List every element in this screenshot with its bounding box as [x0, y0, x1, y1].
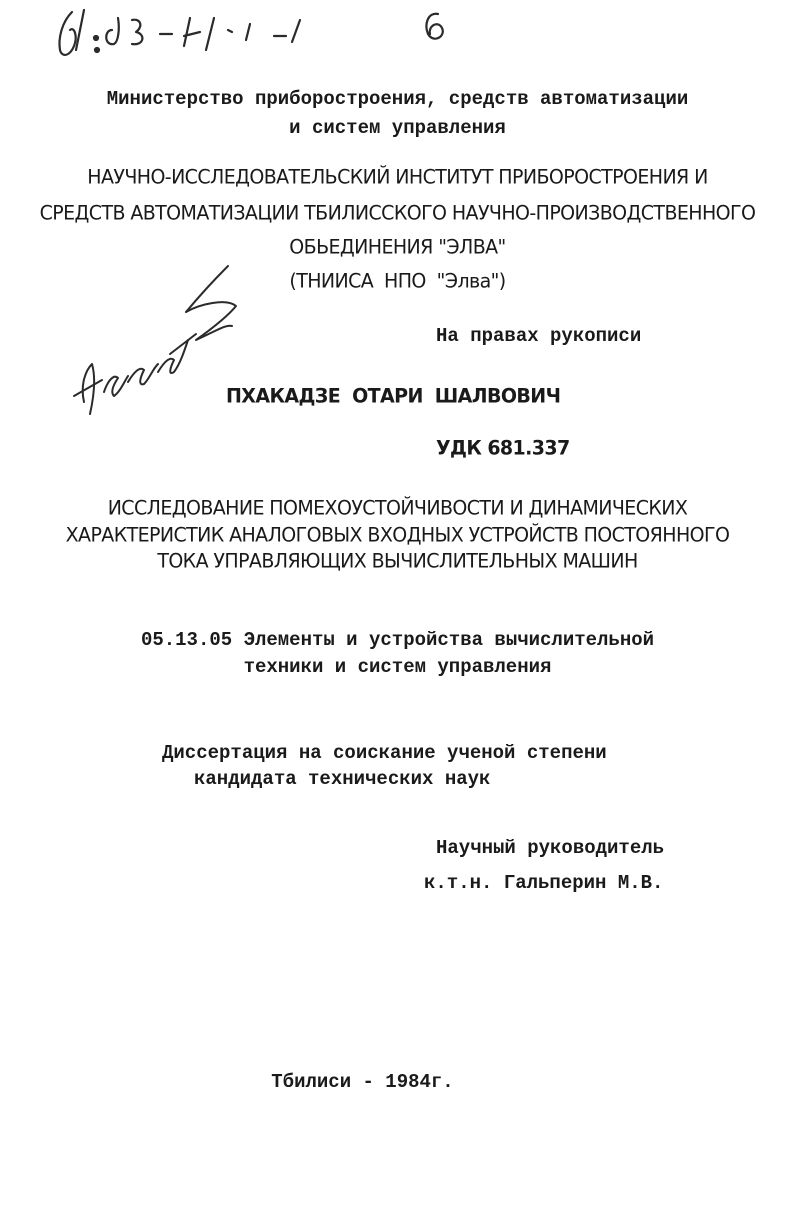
thesis-title-line-1: ИССЛЕДОВАНИЕ ПОМЕХОУСТОЙЧИВОСТИ И ДИНАМИЧЕСКИХ	[107, 496, 688, 520]
institute-abbreviation: (ТНИИСА НПО "Элва")	[289, 269, 506, 293]
specialty-line-2: техники и систем управления	[243, 656, 552, 678]
institute-line-1: НАУЧНО-ИССЛЕДОВАТЕЛЬСКИЙ ИНСТИТУТ ПРИБОРОСТРОЕНИЯ И	[87, 165, 708, 189]
thesis-title-line-3: ТОКА УПРАВЛЯЮЩИХ ВЫЧИСЛИТЕЛЬНЫХ МАШИН	[157, 549, 638, 573]
institute-line-3: ОБЬЕДИНЕНИЯ "ЭЛВА"	[289, 235, 506, 259]
manuscript-rights-note: На правах рукописи	[436, 325, 642, 347]
ministry-line-1: Министерство приборостроения, средств автоматизации	[106, 88, 689, 110]
supervisor-name: к.т.н. Гальперин М.В.	[424, 872, 664, 894]
institute-line-2: СРЕДСТВ АВТОМАТИЗАЦИИ ТБИЛИССКОГО НАУЧНО-ПРОИЗВОДСТВЕННОГО	[39, 201, 756, 225]
place-and-year: Тбилиси - 1984г.	[271, 1071, 454, 1093]
author-name: ПХАКАДЗЕ ОТАРИ ШАЛВОВИЧ	[226, 384, 561, 408]
degree-line-1: Диссертация на соискание ученой степени	[162, 742, 607, 764]
signature-strokes	[74, 266, 236, 414]
specialty-line-1: 05.13.05 Элементы и устройства вычислительной	[140, 629, 655, 651]
thesis-title-line-2: ХАРАКТЕРИСТИК АНАЛОГОВЫХ ВХОДНЫХ УСТРОЙСТВ ПОСТОЯННОГО	[65, 523, 730, 547]
supervisor-label: Научный руководитель	[436, 837, 665, 859]
ministry-line-2: и систем управления	[289, 117, 506, 139]
degree-line-2: кандидата технических наук	[194, 768, 491, 790]
udk-code: УДК 681.337	[436, 436, 570, 460]
